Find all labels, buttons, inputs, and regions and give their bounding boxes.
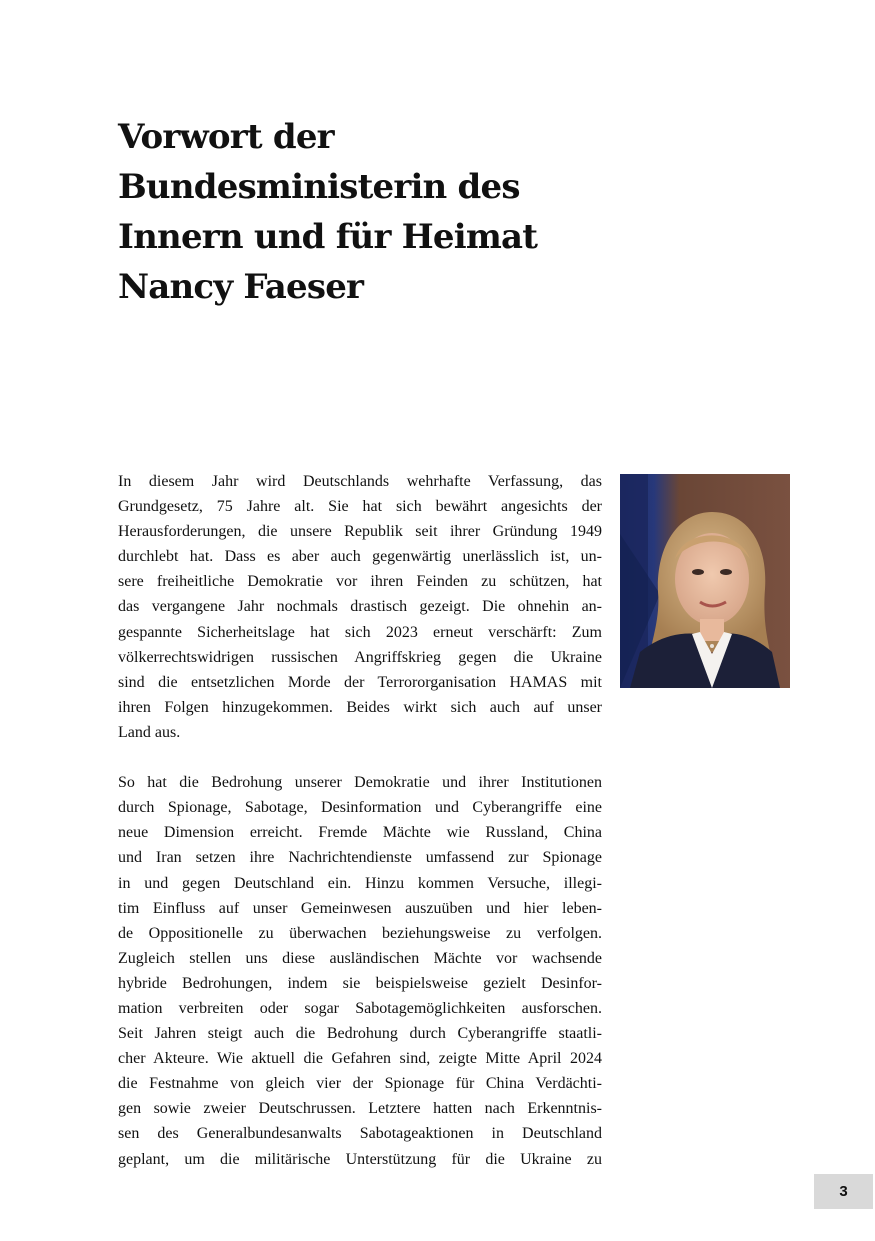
title-line: Vorwort der	[118, 117, 334, 157]
body-text	[118, 469, 602, 1172]
paragraph-2	[118, 770, 602, 1172]
text-line: sen des Generalbundesanwalts Sabotageaktionen in Deutschland	[118, 1125, 602, 1143]
text-line: ihren Folgen hinzugekommen. Beides wirkt sich auch auf unser	[118, 698, 602, 716]
text-line: So hat die Bedrohung unserer Demokratie und ihrer Institutionen	[118, 774, 602, 792]
text-line: durchlebt hat. Dass es aber auch gegenwärtig unerlässlich ist, un-	[118, 548, 602, 566]
text-line: gen sowie zweier Deutschrussen. Letztere hatten nach Erkenntnis-	[118, 1100, 602, 1118]
text-line: hybride Bedrohungen, indem sie beispielsweise gezielt Desinfor-	[118, 974, 602, 992]
portrait-photo	[620, 474, 790, 688]
title-line: Innern und für Heimat	[118, 217, 538, 257]
text-line: Grundgesetz, 75 Jahre alt. Sie hat sich bewährt angesichts der	[118, 498, 602, 516]
text-line: sere freiheitliche Demokratie vor ihren Feinden zu schützen, hat	[118, 573, 602, 591]
text-line: das vergangene Jahr nochmals drastisch gezeigt. Die ohnehin an-	[118, 598, 602, 616]
text-line: tim Einfluss auf unser Gemeinwesen auszuüben und hier leben-	[118, 899, 602, 917]
text-line: Zugleich stellen uns diese ausländischen Mächte vor wachsende	[118, 949, 602, 967]
text-line: völkerrechtswidrigen russischen Angriffskrieg gegen die Ukraine	[118, 648, 602, 666]
text-line: gespannte Sicherheitslage hat sich 2023 erneut verschärft: Zum	[118, 623, 602, 641]
text-line: und Iran setzen ihre Nachrichtendienste umfassend zur Spionage	[118, 849, 602, 867]
text-line: de Oppositionelle zu überwachen beziehungsweise zu verfolgen.	[118, 924, 602, 942]
text-line: Seit Jahren steigt auch die Bedrohung durch Cyberangriffe staatli-	[118, 1025, 602, 1043]
title-line: Bundesministerin des	[118, 167, 520, 207]
text-line: cher Akteure. Wie aktuell die Gefahren sind, zeigte Mitte April 2024	[118, 1050, 602, 1068]
page-title	[118, 112, 588, 312]
text-line: mation verbreiten oder sogar Sabotagemöglichkeiten ausforschen.	[118, 999, 602, 1017]
text-line: die Festnahme von gleich vier der Spionage für China Verdächti-	[118, 1075, 602, 1093]
paragraph-1	[118, 469, 602, 745]
text-line: In diesem Jahr wird Deutschlands wehrhafte Verfassung, das	[118, 473, 602, 490]
text-line: sind die entsetzlichen Morde der Terrororganisation HAMAS mit	[118, 673, 602, 691]
text-line: Herausforderungen, die unsere Republik seit ihrer Gründung 1949	[118, 523, 602, 541]
page-number: 3	[814, 1174, 873, 1209]
text-line: Land aus.	[118, 723, 181, 741]
text-line: neue Dimension erreicht. Fremde Mächte wie Russland, China	[118, 824, 602, 842]
title-line: Nancy Faeser	[118, 267, 364, 307]
text-line: geplant, um die militärische Unterstützung für die Ukraine zu	[118, 1150, 602, 1168]
text-line: durch Spionage, Sabotage, Desinformation und Cyberangriffe eine	[118, 799, 602, 817]
text-line: in und gegen Deutschland ein. Hinzu kommen Versuche, illegi-	[118, 874, 602, 892]
